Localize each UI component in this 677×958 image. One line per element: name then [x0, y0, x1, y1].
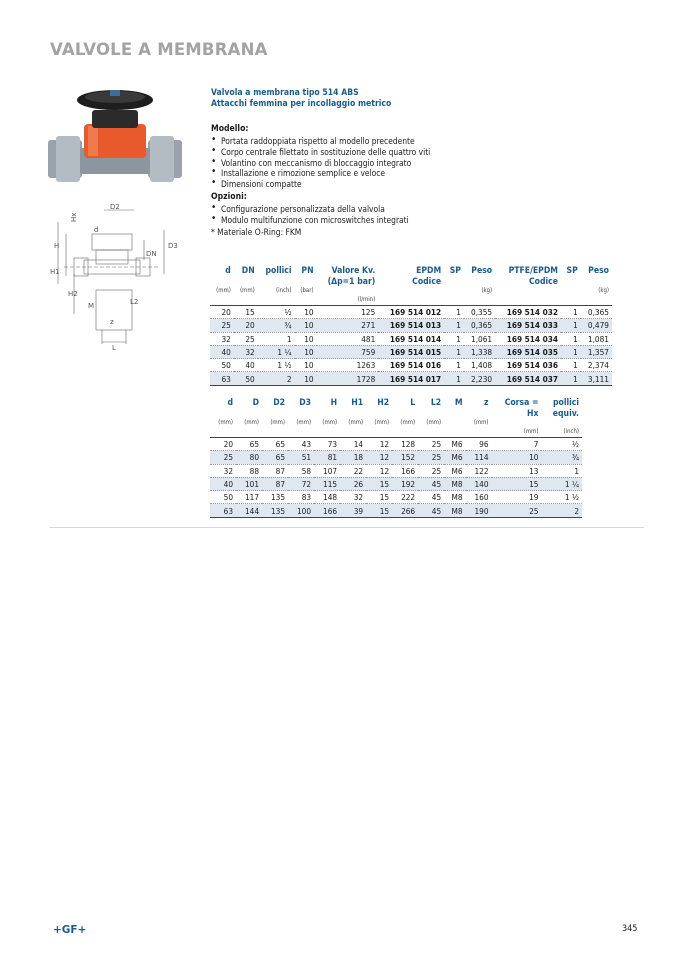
dimensions-table: [210, 396, 582, 518]
table-cell: 222: [392, 491, 418, 504]
table-cell: 169 514 036: [495, 359, 561, 372]
table-cell: M8: [444, 504, 465, 517]
column-header-line2: equiv.: [552, 408, 579, 419]
column-unit: (mm): [322, 419, 338, 426]
column-header: EPDM: [416, 266, 442, 276]
column-header: L2: [430, 398, 442, 408]
column-header-line2: [340, 408, 366, 419]
table-cell: 148: [314, 491, 340, 504]
table-cell: M8: [444, 491, 465, 504]
page-title: VALVOLE A MEMBRANA: [50, 40, 268, 59]
table-cell: 135: [262, 491, 288, 504]
page-number: 345: [622, 924, 638, 934]
column-header-line2: [444, 276, 464, 287]
table-cell: ½: [541, 438, 582, 451]
drawing-label-d3: D3: [168, 242, 178, 250]
column-header: d: [225, 266, 231, 276]
table-cell: 45: [418, 477, 444, 490]
table-cell: 63: [210, 504, 236, 517]
table-row: [210, 372, 612, 385]
section-divider: [50, 527, 644, 528]
table-cell: M6: [444, 438, 465, 451]
table-cell: 80: [236, 451, 262, 464]
table-cell: 2,374: [581, 359, 612, 372]
table-cell: ½: [258, 306, 295, 319]
table-cell: 22: [340, 464, 366, 477]
column-header-line2: [464, 276, 495, 287]
column-header-line2: [262, 408, 288, 419]
column-unit: [561, 287, 581, 296]
table-cell: 10: [295, 345, 317, 358]
column-header-line2: [314, 408, 340, 419]
table-cell: 65: [262, 438, 288, 451]
column-unit-line2: [466, 428, 492, 438]
opzioni-heading: Opzioni:: [211, 191, 247, 202]
column-header-line2: [295, 276, 317, 287]
table-cell: 15: [492, 477, 542, 490]
table-cell: 1: [561, 345, 581, 358]
table-cell: 169 514 012: [378, 306, 444, 319]
table-cell: 0,355: [464, 306, 495, 319]
table-cell: 83: [288, 491, 314, 504]
table-cell: 1 ½: [541, 491, 582, 504]
column-header: D2: [273, 398, 286, 408]
table-row: [210, 464, 582, 477]
table-cell: 63: [210, 372, 234, 385]
product-subtitle: Attacchi femmina per incollaggio metrico: [211, 99, 392, 109]
table-cell: 135: [262, 504, 288, 517]
column-header-line2: [418, 408, 444, 419]
column-header: L: [410, 398, 416, 408]
table-cell: 40: [210, 477, 236, 490]
table-cell: 15: [234, 306, 258, 319]
list-item: • Configurazione personalizzata della valvola: [211, 204, 611, 215]
column-header-line2: [210, 408, 236, 419]
table-cell: 266: [392, 504, 418, 517]
table-cell: M8: [444, 477, 465, 490]
table-cell: 166: [314, 504, 340, 517]
table-cell: 10: [295, 372, 317, 385]
table-cell: 169 514 035: [495, 345, 561, 358]
table-cell: 0,365: [581, 306, 612, 319]
column-unit: (mm): [270, 419, 286, 426]
column-unit-line2: [444, 428, 465, 438]
table-cell: 140: [466, 477, 492, 490]
table-cell: 50: [234, 372, 258, 385]
column-header-line2: [366, 408, 392, 419]
table-cell: 169 514 033: [495, 319, 561, 332]
column-header: Valore Kv.: [331, 266, 376, 276]
table-cell: 25: [418, 451, 444, 464]
table-cell: 1: [444, 345, 464, 358]
table-cell: 1: [561, 319, 581, 332]
column-header-line2: (Δp=1 bar): [327, 276, 376, 287]
table-cell: 1263: [317, 359, 379, 372]
table-cell: 50: [210, 491, 236, 504]
table-cell: 19: [492, 491, 542, 504]
table-cell: 2: [541, 504, 582, 517]
drawing-label-h1: H1: [50, 268, 60, 276]
table-cell: 169 514 013: [378, 319, 444, 332]
table-cell: 25: [418, 464, 444, 477]
table-cell: 1,338: [464, 345, 495, 358]
column-unit: (mm): [374, 419, 390, 426]
column-header-line2: [288, 408, 314, 419]
column-unit: (mm): [473, 419, 489, 426]
drawing-label-m: M: [88, 302, 95, 310]
table-cell: 169 514 015: [378, 345, 444, 358]
table-row: [210, 491, 582, 504]
codes-table: [210, 264, 612, 386]
table-cell: 32: [210, 332, 234, 345]
table-row: [210, 477, 582, 490]
column-unit-line2: [366, 428, 392, 438]
drawing-label-l2: L2: [130, 298, 139, 306]
list-item: • Corpo centrale filettato in sostituzione delle quattro viti: [211, 147, 611, 158]
table-cell: 58: [288, 464, 314, 477]
column-unit-line2: [258, 296, 295, 306]
column-header: PN: [301, 266, 314, 276]
product-title: Valvola a membrana tipo 514 ABS: [211, 88, 359, 98]
drawing-label-z: z: [110, 318, 114, 326]
table-cell: 1: [444, 319, 464, 332]
table-cell: 45: [418, 504, 444, 517]
column-unit: (inch): [275, 287, 292, 294]
table-cell: 1: [444, 372, 464, 385]
column-unit-line2: [418, 428, 444, 438]
table-cell: 101: [236, 477, 262, 490]
column-unit-line2: [288, 428, 314, 438]
drawing-label-d2: D2: [110, 204, 120, 211]
table-cell: 15: [366, 491, 392, 504]
column-unit: [492, 419, 542, 428]
column-header: Corsa =: [504, 398, 539, 408]
column-header-line2: [236, 408, 262, 419]
column-header: D: [252, 398, 260, 408]
table-cell: 1,408: [464, 359, 495, 372]
column-unit-line2: [392, 428, 418, 438]
column-unit-line2: [234, 296, 258, 306]
column-header: Peso: [471, 266, 493, 276]
table-cell: 10: [492, 451, 542, 464]
column-unit-line2: [581, 296, 612, 306]
column-unit-line2: [495, 296, 561, 306]
column-unit: (mm): [216, 287, 231, 294]
table-cell: 87: [262, 477, 288, 490]
table-cell: 100: [288, 504, 314, 517]
column-header: SP: [566, 266, 578, 276]
table-cell: 18: [340, 451, 366, 464]
table-cell: 13: [492, 464, 542, 477]
table-cell: 7: [492, 438, 542, 451]
column-unit-line2: [444, 296, 464, 306]
column-header: pollici: [552, 398, 579, 408]
column-unit: (bar): [300, 287, 314, 294]
table-cell: 10: [295, 332, 317, 345]
table-cell: 10: [295, 359, 317, 372]
table-cell: 12: [366, 438, 392, 451]
column-unit-line2: [464, 296, 495, 306]
column-unit: [378, 287, 444, 296]
column-unit: [541, 419, 582, 428]
table-cell: ¾: [541, 451, 582, 464]
column-header: Peso: [588, 266, 609, 276]
column-header: DN: [241, 266, 255, 276]
table-row: [210, 504, 582, 517]
column-unit: (mm): [244, 419, 260, 426]
drawing-label-d: d: [94, 226, 99, 234]
table-row: [210, 319, 612, 332]
table-cell: 10: [295, 319, 317, 332]
column-header-line2: Codice: [528, 276, 558, 287]
column-header: H1: [351, 398, 364, 408]
list-item: • Volantino con meccanismo di bloccaggio integrato: [211, 158, 611, 169]
table-cell: 169 514 037: [495, 372, 561, 385]
table-cell: 51: [288, 451, 314, 464]
drawing-label-hx: Hx: [70, 212, 78, 222]
table-cell: 759: [317, 345, 379, 358]
table-cell: 122: [466, 464, 492, 477]
table-cell: 40: [210, 345, 234, 358]
table-cell: 72: [288, 477, 314, 490]
column-header-line2: [392, 408, 418, 419]
table-cell: 160: [466, 491, 492, 504]
column-header: M: [454, 398, 463, 408]
drawing-label-dn: DN: [146, 250, 157, 258]
table-cell: 32: [234, 345, 258, 358]
table-row: [210, 438, 582, 451]
table-cell: 15: [366, 504, 392, 517]
technical-drawing: [44, 204, 190, 352]
table-cell: 190: [466, 504, 492, 517]
table-cell: 10: [295, 306, 317, 319]
table-cell: 1: [541, 464, 582, 477]
column-unit-line2: [314, 428, 340, 438]
table-cell: 45: [418, 491, 444, 504]
column-unit-line2: [378, 296, 444, 306]
table-cell: 169 514 032: [495, 306, 561, 319]
table-cell: 169 514 034: [495, 332, 561, 345]
table-cell: 169 514 017: [378, 372, 444, 385]
column-unit-line2: [210, 428, 236, 438]
table-cell: 12: [366, 464, 392, 477]
table-cell: 1: [258, 332, 295, 345]
table-cell: 169 514 016: [378, 359, 444, 372]
column-unit: (mm): [296, 419, 312, 426]
column-unit-line2: [561, 296, 581, 306]
table-cell: 1: [444, 332, 464, 345]
table-cell: 1: [561, 372, 581, 385]
list-item: • Portata raddoppiata rispetto al modello precedente: [211, 136, 611, 147]
column-unit: (kg): [598, 287, 609, 294]
table-cell: 14: [340, 438, 366, 451]
modello-heading: Modello:: [211, 124, 249, 134]
table-row: [210, 359, 612, 372]
column-unit-line2: [210, 296, 234, 306]
table-cell: 1: [561, 359, 581, 372]
column-unit-line2: [340, 428, 366, 438]
table-row: [210, 451, 582, 464]
column-header-line2: Codice: [412, 276, 442, 287]
column-header-line2: [561, 276, 581, 287]
column-unit: (mm): [348, 419, 364, 426]
table-cell: 50: [210, 359, 234, 372]
table-cell: 39: [340, 504, 366, 517]
valve-photo: [44, 86, 186, 194]
table-cell: 1 ¼: [258, 345, 295, 358]
column-unit-line2: (inch): [541, 428, 582, 438]
table-cell: 1: [444, 306, 464, 319]
table-cell: 25: [234, 332, 258, 345]
column-unit: [495, 287, 561, 296]
table-cell: 166: [392, 464, 418, 477]
column-unit: [317, 287, 379, 296]
table-cell: 65: [262, 451, 288, 464]
table-row: [210, 332, 612, 345]
material-note: * Materiale O-Ring: FKM: [211, 226, 302, 237]
table-cell: 192: [392, 477, 418, 490]
table-cell: 169 514 014: [378, 332, 444, 345]
table-cell: 65: [236, 438, 262, 451]
table-cell: 87: [262, 464, 288, 477]
table-cell: 1728: [317, 372, 379, 385]
table-cell: 2: [258, 372, 295, 385]
drawing-label-h2: H2: [68, 290, 78, 298]
table-cell: 1 ½: [258, 359, 295, 372]
table-cell: 1,081: [581, 332, 612, 345]
column-header-line2: [258, 276, 295, 287]
column-header: pollici: [265, 266, 292, 276]
table-cell: 96: [466, 438, 492, 451]
column-header-line2: [210, 276, 234, 287]
table-cell: 32: [340, 491, 366, 504]
column-header-line2: [444, 408, 465, 419]
column-unit-line2: [236, 428, 262, 438]
table-cell: 128: [392, 438, 418, 451]
list-item: • Installazione e rimozione semplice e veloce: [211, 168, 611, 179]
table-cell: 0,365: [464, 319, 495, 332]
column-header-line2: [581, 276, 612, 287]
table-cell: 125: [317, 306, 379, 319]
column-header: D3: [299, 398, 312, 408]
product-description: [211, 88, 611, 238]
drawing-label-h: H: [54, 242, 60, 250]
table-cell: 12: [366, 451, 392, 464]
table-cell: 271: [317, 319, 379, 332]
table-cell: 114: [466, 451, 492, 464]
column-header: d: [227, 398, 234, 408]
column-unit: [444, 419, 465, 428]
table-cell: 43: [288, 438, 314, 451]
table-cell: M6: [444, 451, 465, 464]
table-cell: 20: [210, 306, 234, 319]
table-row: [210, 306, 612, 319]
table-cell: 107: [314, 464, 340, 477]
column-unit-line2: (l/min): [317, 296, 379, 306]
table-cell: 1,357: [581, 345, 612, 358]
table-cell: 81: [314, 451, 340, 464]
column-unit: (mm): [239, 287, 255, 294]
gf-logo: +GF+: [53, 924, 87, 936]
list-item: • Modulo multifunzione con microswitches integrati: [211, 215, 611, 226]
opzioni-list: [211, 204, 611, 226]
table-cell: 1: [561, 306, 581, 319]
column-header: SP: [449, 266, 461, 276]
table-cell: 1 ¼: [541, 477, 582, 490]
table-cell: 1: [561, 332, 581, 345]
table-cell: 32: [210, 464, 236, 477]
list-item: • Dimensioni compatte: [211, 179, 611, 190]
column-unit: (mm): [400, 419, 416, 426]
table-cell: 20: [234, 319, 258, 332]
table-cell: 40: [234, 359, 258, 372]
modello-list: [211, 136, 611, 190]
table-cell: 0,479: [581, 319, 612, 332]
table-cell: 2,230: [464, 372, 495, 385]
table-cell: ¾: [258, 319, 295, 332]
table-cell: 3,111: [581, 372, 612, 385]
table-cell: 144: [236, 504, 262, 517]
table-cell: 1: [444, 359, 464, 372]
table-cell: 115: [314, 477, 340, 490]
column-unit: (mm): [426, 419, 442, 426]
table-cell: 88: [236, 464, 262, 477]
table-row: [210, 345, 612, 358]
column-header-line2: [234, 276, 258, 287]
column-unit-line2: [262, 428, 288, 438]
column-unit: (mm): [218, 419, 234, 426]
table-cell: 15: [366, 477, 392, 490]
table-cell: 25: [210, 451, 236, 464]
column-header: H: [330, 398, 338, 408]
table-cell: 25: [492, 504, 542, 517]
column-unit: [444, 287, 464, 296]
table-cell: M6: [444, 464, 465, 477]
column-header: H2: [377, 398, 390, 408]
table-cell: 25: [210, 319, 234, 332]
column-header-line2: [466, 408, 492, 419]
column-unit-line2: (mm): [492, 428, 542, 438]
table-cell: 152: [392, 451, 418, 464]
table-cell: 481: [317, 332, 379, 345]
table-cell: 1,061: [464, 332, 495, 345]
column-header: z: [484, 398, 489, 408]
table-cell: 26: [340, 477, 366, 490]
table-cell: 73: [314, 438, 340, 451]
table-cell: 25: [418, 438, 444, 451]
column-unit: (kg): [481, 287, 493, 294]
column-unit-line2: [295, 296, 317, 306]
drawing-label-l: L: [112, 344, 116, 352]
column-header: PTFE/EPDM: [508, 266, 558, 276]
table-cell: 117: [236, 491, 262, 504]
column-header-line2: Hx: [527, 408, 539, 419]
table-cell: 20: [210, 438, 236, 451]
